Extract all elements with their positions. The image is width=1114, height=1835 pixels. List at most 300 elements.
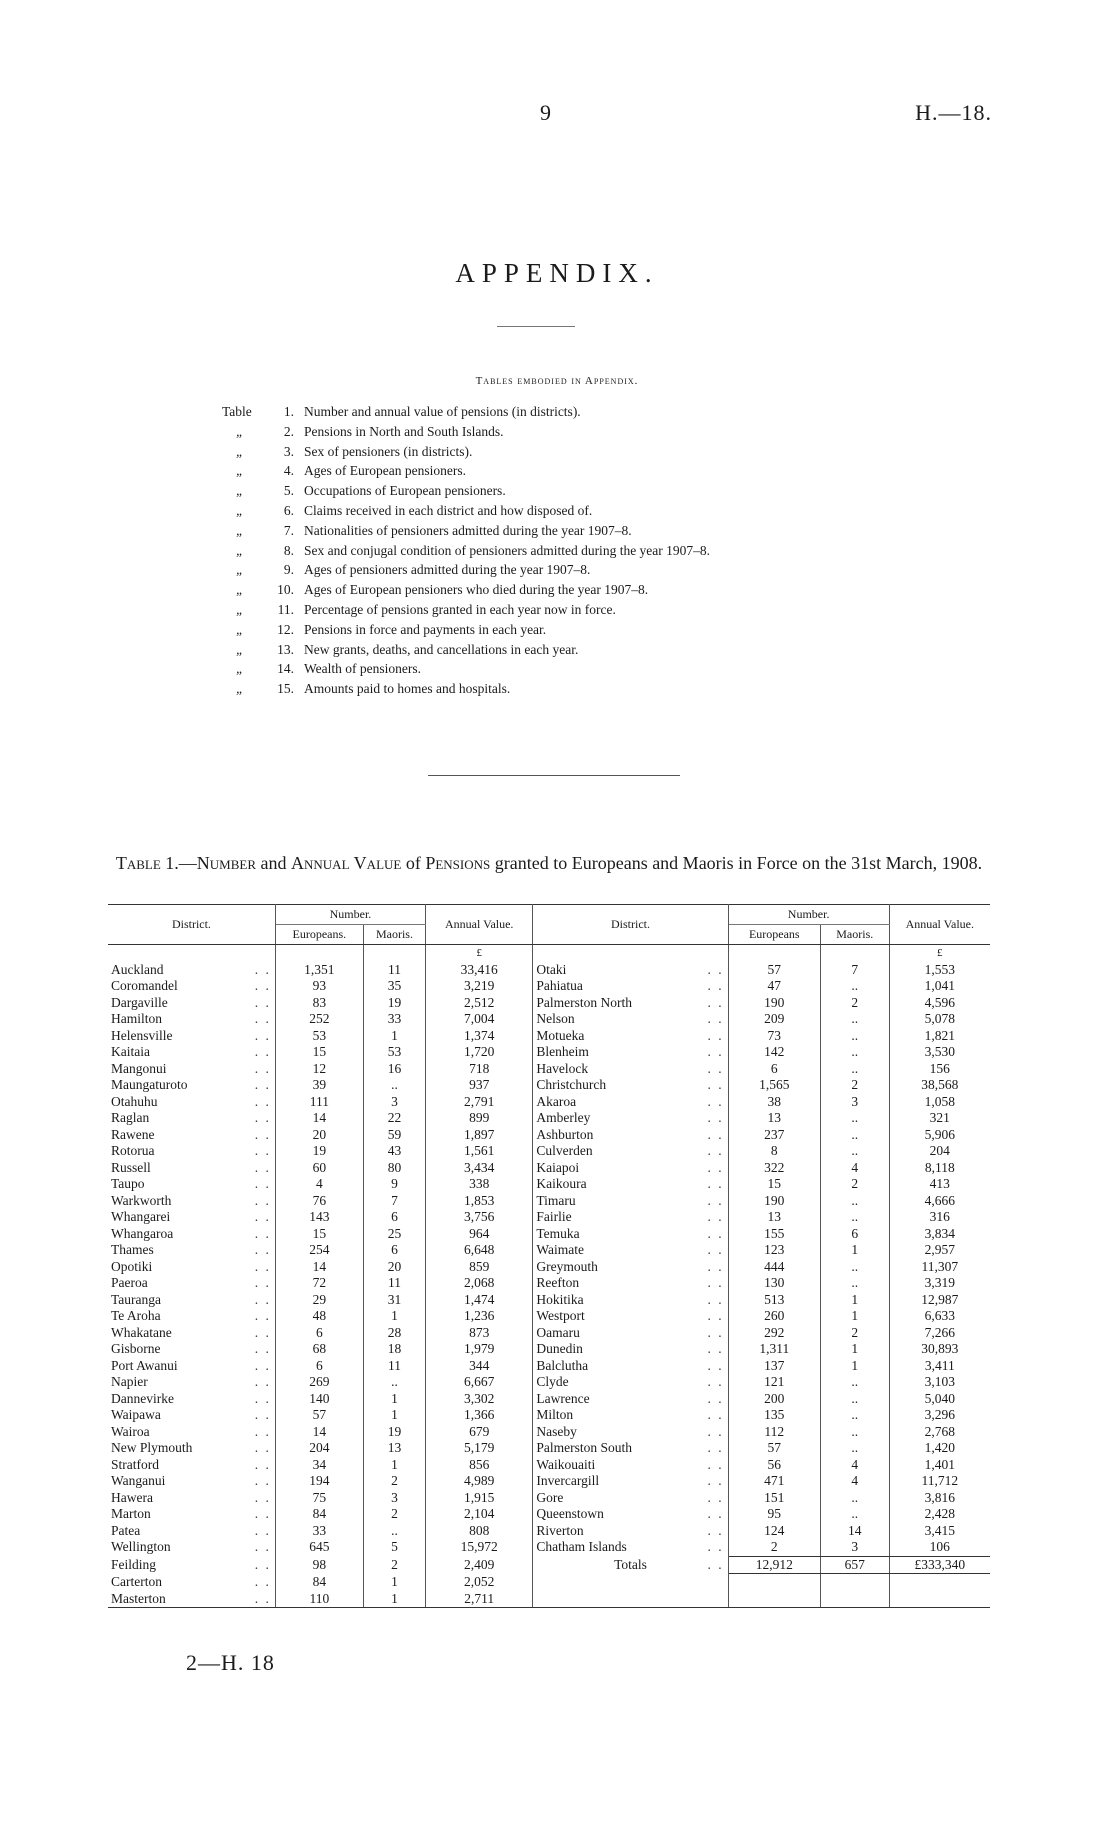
leader-dots: . . [707,1192,724,1208]
table-row [108,1044,990,1061]
leader-dots: . . [254,1573,271,1589]
table-title-part: Annual Value [291,853,402,873]
value-cell: 20 [363,1259,425,1276]
district-name: Waimate [536,1242,585,1257]
district-cell [108,1539,275,1556]
value-cell: 135 [728,1407,820,1424]
value-cell: 190 [728,1193,820,1210]
leader-dots: . . [707,1176,724,1191]
value-cell: .. [820,1011,889,1028]
value-cell: 14 [275,1259,363,1276]
value-cell: 121 [728,1374,820,1391]
district-name: Coromandel [111,978,178,993]
value-cell: 1,565 [728,1077,820,1094]
district-name: Kaitaia [111,1044,150,1059]
leader-dots: . . [254,1440,271,1455]
district-name: Oamaru [536,1324,580,1340]
value-cell: 964 [426,1226,533,1243]
district-name: Nelson [536,1011,575,1026]
district-cell [108,1044,275,1061]
value-cell: .. [820,1044,889,1061]
table-row [108,1341,990,1358]
district-cell [533,1539,728,1556]
totals-label-cell [533,1556,728,1574]
contents-label: „ [236,483,244,499]
district-name: Rawene [111,1126,155,1142]
district-cell [108,1275,275,1292]
value-cell: 11,712 [921,1473,959,1488]
district-name: Russell [111,1159,151,1175]
leader-dots: . . [707,1143,724,1158]
value-cell: .. [820,1490,889,1507]
district-name: New Plymouth [111,1440,193,1455]
value-cell: 2,052 [426,1574,533,1591]
district-cell [108,1292,275,1309]
value-cell: 15 [275,1044,363,1061]
page-number: 9 [540,100,551,125]
district-cell [108,1209,275,1226]
value-cell: 6,667 [426,1374,533,1391]
value-cell: 718 [426,1061,533,1078]
value-cell: 1,720 [426,1044,533,1061]
value-cell: 15 [728,1176,820,1193]
contents-label: „ [236,443,244,459]
district-cell [108,1160,275,1177]
district-name: Wairoa [111,1423,150,1439]
district-cell [533,1259,728,1276]
contents-number: 9. [283,562,294,578]
leader-dots: . . [254,994,271,1010]
value-cell: 3,530 [924,1044,955,1059]
value-cell: .. [820,1391,889,1408]
contents-item [222,521,710,541]
value-cell: 1 [820,1341,889,1358]
value-cell: 444 [728,1259,820,1276]
contents-number: 2. [283,423,294,439]
table-row [108,1077,990,1094]
value-cell: 2 [363,1506,425,1523]
table-row [108,1160,990,1177]
leader-dots: . . [707,1093,724,1109]
value-cell: 190 [728,995,820,1012]
contents-text: New grants, deaths, and cancellations in each year. [304,641,579,657]
table-row [108,1556,990,1574]
leader-dots: . . [707,1308,724,1323]
table-row [108,1539,990,1556]
value-cell: 3,319 [924,1275,955,1290]
district-name: Queenstown [536,1506,604,1521]
value-cell: 3,434 [426,1160,533,1177]
empty-cell [533,945,728,962]
leader-dots: . . [254,1275,271,1290]
value-cell: 1,058 [924,1093,955,1109]
value-cell: 1 [363,1457,425,1474]
district-cell [533,1358,728,1375]
district-name: Whakatane [111,1324,172,1340]
value-cell: 4 [275,1176,363,1193]
value-cell: 1,041 [924,978,955,993]
value-cell: 112 [728,1424,820,1441]
value-cell: 7 [820,962,889,979]
divider-rule [497,326,575,327]
district-name: Wanganui [111,1473,166,1488]
table-row [108,1374,990,1391]
currency-symbol: £ [426,945,533,962]
totals-maoris: 657 [820,1556,889,1574]
table-row [108,1457,990,1474]
leader-dots: . . [707,1027,724,1043]
district-cell [108,1077,275,1094]
district-cell [533,1077,728,1094]
value-cell: 2 [820,1176,889,1193]
district-cell [108,1341,275,1358]
contents-number: 12. [277,621,294,637]
value-cell: 3,411 [924,1357,955,1373]
district-name: Paeroa [111,1275,148,1290]
value-cell: 28 [363,1325,425,1342]
district-name: Otahuhu [111,1093,158,1109]
value-cell: 83 [275,995,363,1012]
district-name: Otaki [536,961,567,977]
table-row [108,1391,990,1408]
district-name: Auckland [111,961,164,977]
value-cell: 137 [728,1358,820,1375]
value-cell: 194 [275,1473,363,1490]
district-name: Dannevirke [111,1390,174,1406]
leader-dots: . . [707,1209,724,1224]
district-name: Taupo [111,1176,145,1191]
value-cell: .. [820,1209,889,1226]
value-cell: 47 [728,978,820,995]
table-row [108,1094,990,1111]
leader-dots: . . [707,1489,724,1505]
contents-label: Table [222,404,252,419]
contents-text: Sex of pensioners (in districts). [304,443,473,459]
table-row [108,1226,990,1243]
district-cell [533,1440,728,1457]
value-cell: 2,428 [924,1506,955,1521]
district-cell [533,1424,728,1441]
leader-dots: . . [254,1110,271,1125]
leader-dots: . . [254,1308,271,1323]
district-cell [533,978,728,995]
table-row [108,1358,990,1375]
value-cell: 5 [363,1539,425,1556]
value-cell: 151 [728,1490,820,1507]
value-cell: 53 [275,1028,363,1045]
appendix-title: APPENDIX. [455,258,659,288]
contents-number: 13. [277,641,294,657]
contents-number: 7. [283,522,294,538]
contents-label: „ [236,601,244,617]
table-row [108,1275,990,1292]
value-cell: 16 [363,1061,425,1078]
leader-dots: . . [707,978,724,993]
leader-dots: . . [707,1225,724,1241]
value-cell: 1 [820,1242,889,1259]
district-cell [533,1308,728,1325]
value-cell: 2,068 [426,1275,533,1292]
value-cell: 80 [363,1160,425,1177]
district-name: Timaru [536,1192,576,1208]
table-row [108,1127,990,1144]
value-cell: 4 [820,1457,889,1474]
leader-dots: . . [254,978,271,993]
contents-item [222,679,710,699]
totals-label: Totals [614,1556,647,1572]
value-cell: 11 [363,1358,425,1375]
empty-cell [728,1574,820,1591]
contents-label: „ [236,502,244,518]
leader-dots: . . [707,1522,724,1538]
value-cell: 3 [820,1539,889,1556]
leader-dots: . . [707,1291,724,1307]
leader-dots: . . [254,1324,271,1340]
totals-europeans: 12,912 [728,1556,820,1574]
value-cell: .. [820,1028,889,1045]
value-cell: 57 [728,962,820,979]
district-header: District. [533,905,728,945]
value-cell: 254 [275,1242,363,1259]
contents-number: 8. [283,542,294,558]
leader-dots: . . [254,1341,271,1356]
value-cell: 322 [728,1160,820,1177]
contents-number: 11. [277,601,294,617]
leader-dots: . . [254,1077,271,1092]
leader-dots: . . [254,1291,271,1307]
contents-number: 3. [283,443,294,459]
table-row [108,1110,990,1127]
table-row [108,1490,990,1507]
value-cell: 30,893 [921,1341,959,1356]
leader-dots: . . [707,1159,724,1175]
contents-text: Percentage of pensions granted in each year now in force. [304,601,616,617]
value-cell: 5,078 [924,1011,955,1026]
value-cell: 6,633 [924,1308,955,1323]
district-name: Greymouth [536,1258,598,1274]
empty-cell [889,1591,990,1608]
leader-dots: . . [707,1341,724,1356]
value-cell: 15,972 [426,1539,533,1556]
value-cell: 269 [275,1374,363,1391]
value-cell: 6,648 [426,1242,533,1259]
value-cell: 84 [275,1506,363,1523]
district-name: Kaikoura [536,1176,587,1191]
empty-cell [108,945,275,962]
value-cell: 321 [929,1110,950,1125]
value-cell: 106 [889,1539,990,1556]
currency-row [108,945,990,962]
value-cell: 35 [363,978,425,995]
contents-label: „ [236,522,244,538]
value-cell: 204 [929,1143,950,1158]
value-cell: 2 [820,1077,889,1094]
contents-text: Number and annual value of pensions (in districts). [304,404,581,419]
value-cell: 6 [820,1226,889,1243]
value-cell: 1,979 [426,1341,533,1358]
value-cell: 1 [363,1591,425,1608]
contents-number: 1. [283,404,294,419]
value-cell: 2,768 [924,1423,955,1439]
value-cell: 56 [728,1457,820,1474]
district-name: Thames [111,1242,154,1257]
annual-value-header: Annual Value. [426,905,533,945]
district-name: Tauranga [111,1291,162,1307]
table-row [108,1574,990,1591]
value-cell: 14 [275,1424,363,1441]
leader-dots: . . [707,1407,724,1422]
district-name: Helensville [111,1027,173,1043]
value-cell: 8,118 [924,1159,955,1175]
value-cell: 110 [275,1591,363,1608]
district-cell [108,1242,275,1259]
value-cell: 1,374 [426,1028,533,1045]
value-cell: 2 [363,1473,425,1490]
value-cell: 1 [820,1292,889,1309]
district-name: Mangonui [111,1060,167,1076]
value-cell: 3,415 [924,1522,955,1538]
table-row [108,1193,990,1210]
contents-label: „ [236,562,244,578]
empty-cell [820,1574,889,1591]
district-cell [108,1440,275,1457]
value-cell: 4 [820,1473,889,1490]
district-cell [533,1242,728,1259]
leader-dots: . . [254,1225,271,1241]
value-cell: 3,219 [426,978,533,995]
pensions-table [108,904,990,1608]
district-name: Whangarei [111,1209,171,1224]
district-cell [108,1094,275,1111]
leader-dots: . . [254,1489,271,1505]
value-cell: 3,296 [924,1407,955,1422]
district-cell [533,1127,728,1144]
contents-item [222,620,710,640]
value-cell: 98 [275,1556,363,1574]
contents-number: 6. [283,502,294,518]
value-cell: 60 [275,1160,363,1177]
contents-text: Ages of European pensioners. [304,463,466,479]
table-row [108,1308,990,1325]
leader-dots: . . [254,1126,271,1142]
leader-dots: . . [707,1556,724,1572]
totals-annual-value: £333,340 [889,1556,990,1574]
value-cell: .. [820,1110,889,1127]
value-cell: 68 [275,1341,363,1358]
district-cell [108,995,275,1012]
district-cell [533,1011,728,1028]
value-cell: 75 [275,1490,363,1507]
value-cell: 76 [275,1193,363,1210]
value-cell: 38,568 [921,1077,959,1092]
table-row [108,1242,990,1259]
leader-dots: . . [254,1192,271,1208]
leader-dots: . . [254,1011,271,1026]
table-row [108,1143,990,1160]
value-cell: 6 [275,1325,363,1342]
value-cell: 413 [929,1176,950,1191]
district-cell [533,1209,728,1226]
value-cell: 1 [363,1308,425,1325]
value-cell: 260 [728,1308,820,1325]
leader-dots: . . [254,1093,271,1109]
district-cell [533,1275,728,1292]
district-cell [533,1490,728,1507]
district-cell [533,1473,728,1490]
value-cell: 1 [363,1028,425,1045]
value-cell: 19 [363,1424,425,1441]
value-cell: 237 [728,1127,820,1144]
district-name: Palmerston North [536,994,632,1010]
district-name: Culverden [536,1143,593,1158]
contents-text: Wealth of pensioners. [304,661,422,677]
divider-rule [428,775,680,776]
value-cell: 856 [426,1457,533,1474]
district-name: Opotiki [111,1258,153,1274]
table-title-part: of [405,853,421,873]
currency-symbol: £ [937,947,943,959]
value-cell: 57 [728,1440,820,1457]
leader-dots: . . [707,1423,724,1439]
table-row [108,1325,990,1342]
contents-number: 14. [277,661,294,677]
europeans-header: Europeans. [275,925,363,945]
contents-text: Sex and conjugal condition of pensioners admitted during the year 1907–8. [304,542,711,558]
value-cell: 13 [728,1209,820,1226]
district-cell [533,1094,728,1111]
value-cell: 95 [728,1506,820,1523]
district-name: Rotorua [111,1143,155,1158]
district-name: Warkworth [111,1192,172,1208]
document-reference: H.—18. [915,100,992,125]
district-cell [108,1457,275,1474]
value-cell: .. [820,1143,889,1160]
value-cell: 111 [275,1094,363,1111]
district-cell [533,1374,728,1391]
value-cell: 1 [363,1574,425,1591]
district-cell [108,1061,275,1078]
district-cell [533,1061,728,1078]
europeans-header: Europeans [728,925,820,945]
district-cell [108,1473,275,1490]
value-cell: 93 [275,978,363,995]
empty-cell [728,945,820,962]
value-cell: 33,416 [426,962,533,979]
leader-dots: . . [254,1556,271,1572]
district-cell [108,1556,275,1574]
value-cell: 1,853 [426,1193,533,1210]
leader-dots: . . [254,1357,271,1373]
leader-dots: . . [707,1390,724,1406]
value-cell: 6 [363,1209,425,1226]
value-cell: 2 [728,1539,820,1556]
table-row [108,1011,990,1028]
district-name: Whangaroa [111,1225,174,1241]
contents-text: Pensions in force and payments in each year. [304,621,547,637]
value-cell: 1,897 [426,1127,533,1144]
value-cell: 3,103 [924,1374,955,1389]
district-name: Patea [111,1522,141,1538]
leader-dots: . . [707,1506,724,1521]
value-cell: 5,179 [426,1440,533,1457]
value-cell: 34 [275,1457,363,1474]
contents-list [222,402,710,699]
leader-dots: . . [254,1473,271,1488]
leader-dots: . . [254,1407,271,1422]
district-cell [533,1160,728,1177]
district-cell [108,1325,275,1342]
value-cell: 338 [426,1176,533,1193]
